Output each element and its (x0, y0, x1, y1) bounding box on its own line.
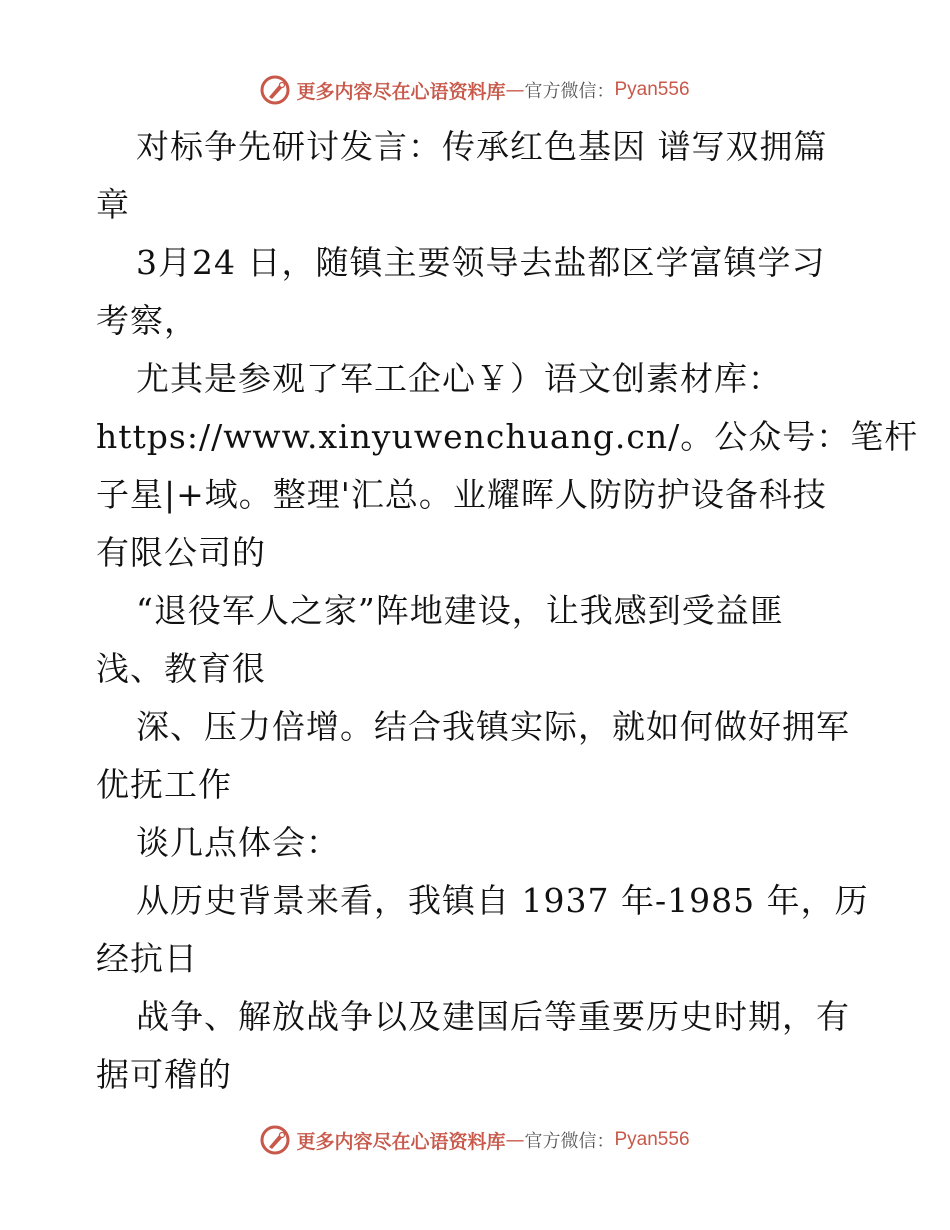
footer-watermark (0, 1120, 950, 1160)
text-line: 3月24 日，随镇主要领导去盐都区学富镇学习 (136, 243, 826, 282)
text-line: 浅、教育很 (96, 649, 266, 688)
text-line: 优抚工作 (96, 765, 232, 804)
text-line: https://www.xinyuwenchuang.cn/。公众号：笔杆 (96, 417, 919, 456)
watermark-main-text: 更多内容尽在心语资料库 (296, 1130, 506, 1153)
text-line: 从历史背景来看，我镇自 1937 年-1985 年，历 (136, 881, 869, 920)
text-line: “退役军人之家”阵地建设，让我感到受益匪 (136, 591, 784, 630)
text-line: 子星|+域。整理'汇总。业耀晖人防防护设备科技 (96, 475, 827, 514)
text-line: 据可稽的 (96, 1055, 232, 1094)
text-line: 考察， (96, 301, 198, 340)
header-watermark (0, 70, 950, 110)
pen-logo-icon (260, 1125, 290, 1155)
document-body (96, 118, 919, 1104)
pen-logo-icon (260, 75, 290, 105)
watermark-separator: — (505, 79, 525, 101)
watermark-wechat-label: 官方微信： (524, 81, 615, 102)
watermark-wechat-id: Pyan556 (614, 1129, 690, 1150)
watermark-main-text: 更多内容尽在心语资料库 (296, 80, 506, 103)
text-line: 深、压力倍增。结合我镇实际，就如何做好拥军 (136, 707, 850, 746)
text-line: 经抗日 (96, 939, 198, 978)
text-line: 谈几点体会： (136, 823, 340, 862)
text-line: 章 (96, 185, 130, 224)
text-line: 尤其是参观了军工企心￥）语文创素材库： (136, 359, 782, 398)
watermark-wechat-label: 官方微信： (524, 1131, 615, 1152)
text-line: 战争、解放战争以及建国后等重要历史时期，有 (136, 997, 850, 1036)
watermark-separator: — (505, 1129, 525, 1151)
text-line: 有限公司的 (96, 533, 266, 572)
text-line: 对标争先研讨发言：传承红色基因 谱写双拥篇 (136, 127, 828, 166)
watermark-wechat-id: Pyan556 (614, 79, 690, 100)
